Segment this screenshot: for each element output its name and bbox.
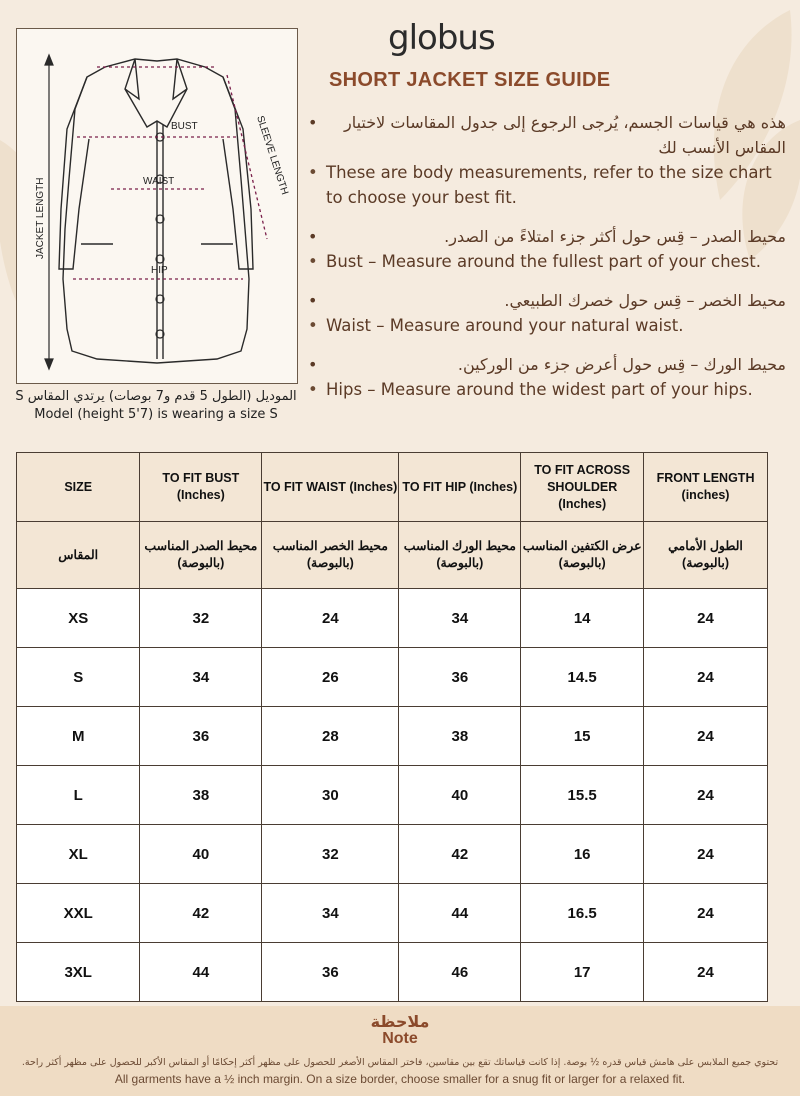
cell-hip: 40: [399, 766, 521, 825]
header-waist: TO FIT WAIST (Inches): [262, 453, 399, 522]
instruction-intro-en: • These are body measurements, refer to the size chart to choose your best fit.: [306, 160, 786, 210]
instruction-waist-ar: • محيط الخصر – قِس حول خصرك الطبيعي.: [306, 288, 786, 313]
model-caption-ar: الموديل (الطول 5 قدم و7 بوصات) يرتدي المقاس S: [15, 389, 297, 404]
cell-front-length: 24: [644, 589, 768, 648]
note-text-ar: تحتوي جميع الملابس على هامش قياس قدره ½ بوصة. إذا كانت قياساتك تقع بين مقاسين، فاختر المقاس الأصغر للحصول على مظهر أكثر إحكامًا أو المقاس الأكبر للحصول على مظهر أكثر راحة.: [21, 1057, 779, 1068]
header-shoulder: TO FIT ACROSS SHOULDER (Inches): [521, 453, 644, 522]
cell-front-length: 24: [644, 825, 768, 884]
model-caption-en: Model (height 5'7) is wearing a size S: [34, 407, 278, 422]
instruction-hips-en: • Hips – Measure around the widest part of your hips.: [306, 377, 786, 402]
cell-hip: 36: [399, 648, 521, 707]
cell-waist: 26: [262, 648, 399, 707]
table-row: [17, 884, 768, 943]
cell-shoulder: 16: [521, 825, 644, 884]
cell-hip: 46: [399, 943, 521, 1002]
instruction-bust-ar-text: محيط الصدر – قِس حول أكثر جزء امتلاءً من الصدر.: [444, 227, 786, 246]
table-row: [17, 707, 768, 766]
cell-front-length: 24: [644, 648, 768, 707]
cell-shoulder: 14: [521, 589, 644, 648]
diagram-waist-label: WAIST: [143, 176, 175, 187]
page-title: SHORT JACKET SIZE GUIDE: [329, 69, 611, 91]
cell-shoulder: 15: [521, 707, 644, 766]
cell-hip: 38: [399, 707, 521, 766]
cell-bust: 44: [140, 943, 262, 1002]
header-size: SIZE: [17, 453, 140, 522]
table-row: [17, 648, 768, 707]
note-text: All garments have a ½ inch margin. On a size border, choose smaller for a snug fit or larger for a relaxed fit.: [114, 1072, 686, 1086]
table-row: [17, 589, 768, 648]
size-table: [16, 452, 768, 1002]
instruction-hips-ar-text: محيط الورك – قِس حول أعرض جزء من الوركين.: [457, 355, 786, 374]
note-title: Note: [382, 1030, 418, 1047]
table-header-row-en: [17, 453, 768, 522]
cell-waist: 32: [262, 825, 399, 884]
cell-size: L: [17, 766, 140, 825]
cell-front-length: 24: [644, 707, 768, 766]
cell-waist: 28: [262, 707, 399, 766]
instruction-hips-ar: • محيط الورك – قِس حول أعرض جزء من الوركين.: [306, 352, 786, 377]
header-front-length: FRONT LENGTH (inches): [644, 453, 768, 522]
cell-waist: 30: [262, 766, 399, 825]
cell-bust: 32: [140, 589, 262, 648]
table-header-row-ar: [17, 522, 768, 589]
diagram-jacket-length-label: JACKET LENGTH: [35, 177, 46, 259]
cell-bust: 38: [140, 766, 262, 825]
cell-waist: 24: [262, 589, 399, 648]
instruction-intro-ar-text: هذه هي قياسات الجسم، يُرجى الرجوع إلى جدول المقاسات لاختيار المقاس الأنسب لك: [343, 113, 786, 157]
jacket-diagram: [16, 28, 298, 384]
cell-waist: 34: [262, 884, 399, 943]
cell-front-length: 24: [644, 943, 768, 1002]
instruction-bust-ar: • محيط الصدر – قِس حول أكثر جزء امتلاءً من الصدر.: [306, 224, 786, 249]
cell-bust: 40: [140, 825, 262, 884]
table-row: [17, 825, 768, 884]
cell-bust: 42: [140, 884, 262, 943]
note-title-ar: ملاحظة: [370, 1012, 430, 1031]
diagram-bust-label: BUST: [171, 121, 198, 132]
instruction-waist-en: • Waist – Measure around your natural waist.: [306, 313, 786, 338]
header-size-ar: المقاس: [17, 522, 140, 589]
diagram-sleeve-length-label: SLEEVE LENGTH: [254, 114, 291, 197]
cell-front-length: 24: [644, 884, 768, 943]
cell-shoulder: 16.5: [521, 884, 644, 943]
header-bust-ar: محيط الصدر المناسب (بالبوصة): [140, 522, 262, 589]
cell-size: 3XL: [17, 943, 140, 1002]
header-waist-ar: محيط الخصر المناسب (بالبوصة): [262, 522, 399, 589]
cell-hip: 44: [399, 884, 521, 943]
instruction-bust-en: • Bust – Measure around the fullest part of your chest.: [306, 249, 786, 274]
model-caption: [6, 388, 306, 424]
table-row: [17, 943, 768, 1002]
cell-hip: 42: [399, 825, 521, 884]
header-hip: TO FIT HIP (Inches): [399, 453, 521, 522]
cell-bust: 36: [140, 707, 262, 766]
cell-front-length: 24: [644, 766, 768, 825]
header-hip-ar: محيط الورك المناسب (بالبوصة): [399, 522, 521, 589]
cell-waist: 36: [262, 943, 399, 1002]
table-row: [17, 766, 768, 825]
cell-shoulder: 14.5: [521, 648, 644, 707]
cell-size: XS: [17, 589, 140, 648]
cell-shoulder: 17: [521, 943, 644, 1002]
cell-hip: 34: [399, 589, 521, 648]
cell-size: M: [17, 707, 140, 766]
header-front-length-ar: الطول الأمامي (بالبوصة): [644, 522, 768, 589]
cell-size: S: [17, 648, 140, 707]
cell-size: XXL: [17, 884, 140, 943]
header-shoulder-ar: عرض الكتفين المناسب (بالبوصة): [521, 522, 644, 589]
jacket-illustration: [17, 29, 297, 383]
instructions-list: [306, 110, 786, 402]
cell-bust: 34: [140, 648, 262, 707]
diagram-hip-label: HIP: [151, 265, 168, 276]
brand-logo: globus: [388, 18, 495, 58]
instruction-waist-ar-text: محيط الخصر – قِس حول خصرك الطبيعي.: [504, 291, 786, 310]
cell-size: XL: [17, 825, 140, 884]
instruction-intro-ar: • هذه هي قياسات الجسم، يُرجى الرجوع إلى جدول المقاسات لاختيار المقاس الأنسب لك: [306, 110, 786, 160]
header-bust: TO FIT BUST (Inches): [140, 453, 262, 522]
cell-shoulder: 15.5: [521, 766, 644, 825]
